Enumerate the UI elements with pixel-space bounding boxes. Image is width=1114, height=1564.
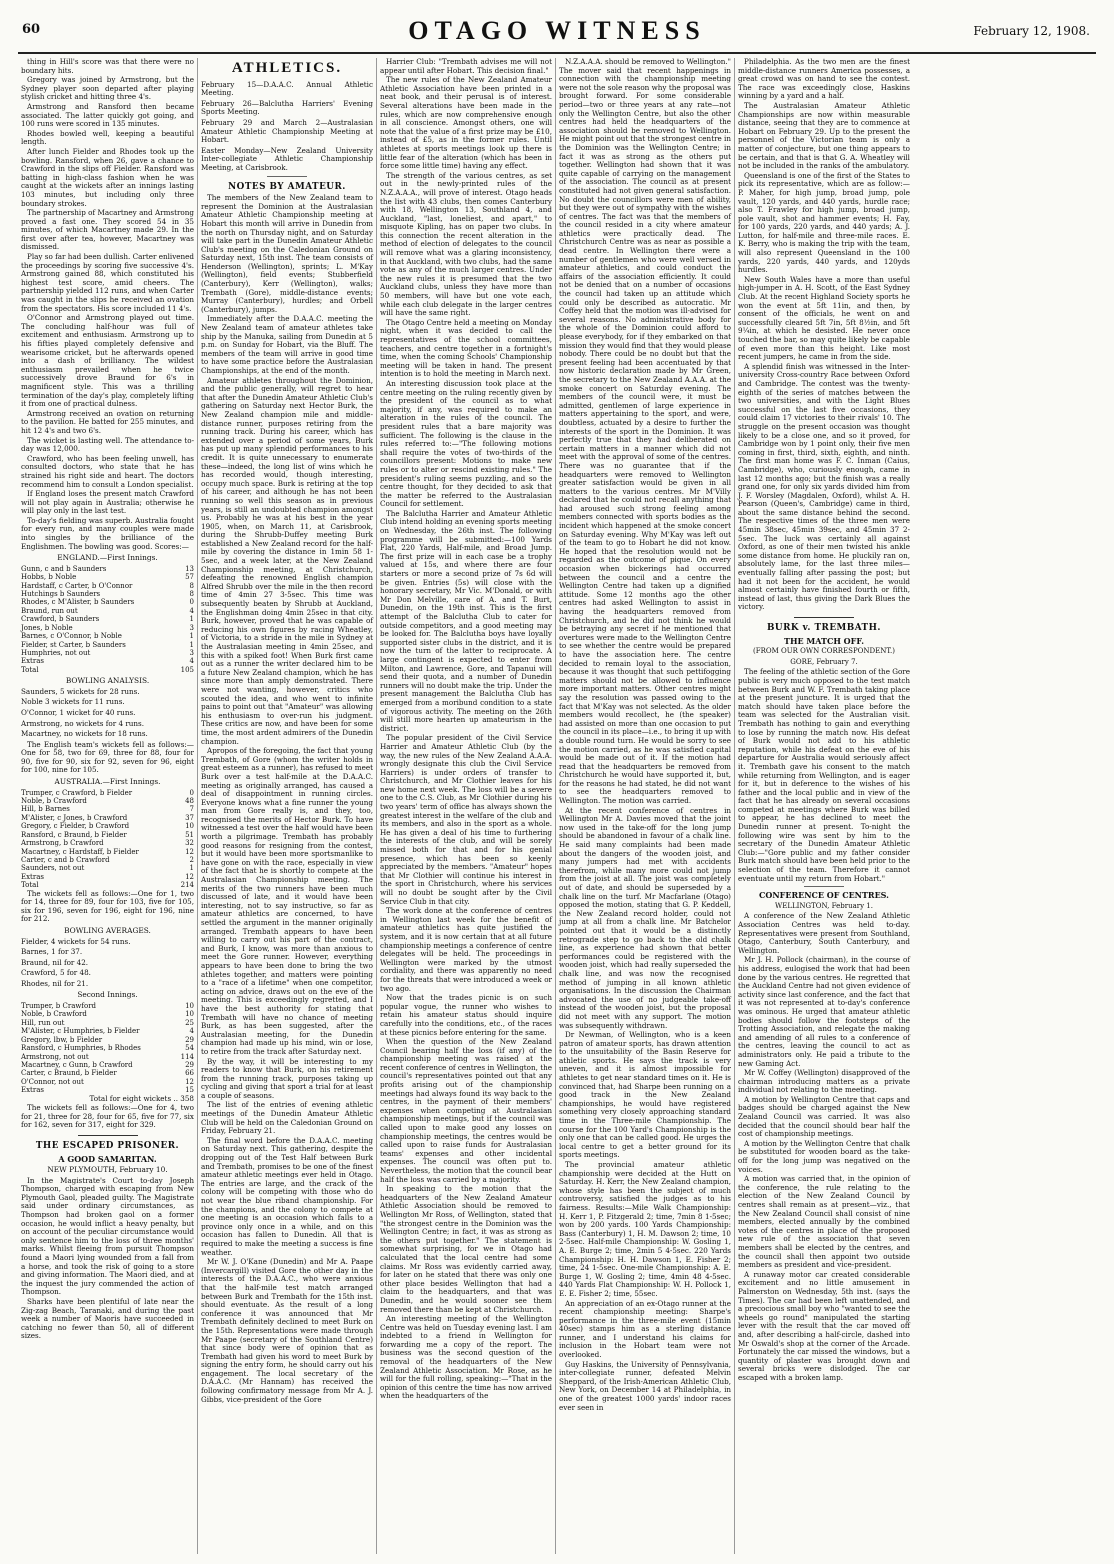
score-row [21, 573, 194, 581]
runs: 4 [189, 657, 194, 666]
runs: 32 [185, 839, 194, 848]
batsman: Noble, b Crawford [21, 1010, 87, 1019]
second-innings-header: Second Innings. [77, 990, 138, 1000]
england-fall-of-wickets: The English team's wickets fell as follows:—One for 58, two for 69, three for 88, four for 90, five for 90, six for 92, seven for 96, eight for 100, nine for 105. [21, 739, 194, 775]
runs: 10 [185, 1010, 194, 1019]
batsman: Trumper, c Crawford, b Fielder [21, 788, 133, 797]
batsman: Crawford, b Saunders [21, 615, 100, 624]
score-row [21, 839, 194, 847]
england-scorecard [21, 565, 194, 666]
paragraph: Now that the trades picnic is on such popular vogue, the runner who wishes to retain his amateur status should inquire carefully into the conditions, etc., of the races at these picnics before entering for the same. [380, 993, 552, 1037]
notes-article-continued-3 [738, 58, 910, 612]
score-row [21, 789, 194, 797]
runs: 12 [185, 872, 194, 881]
masthead-rule [18, 52, 1096, 54]
score-row [21, 615, 194, 623]
paragraph: Armstrong received an ovation on returning to the pavilion. He batted for 255 minutes, and hit 12 4's and two 6's. [21, 408, 194, 435]
runs: 10 [185, 1002, 194, 1011]
conference-article [738, 912, 910, 1382]
bowling-analysis-header: BOWLING ANALYSIS. [65, 676, 150, 686]
batsman: Armstrong, b Crawford [21, 839, 104, 848]
paragraph: A splendid finish was witnessed in the Inter-university Cross-country Race between Oxford and Cambridge. The contest was the twenty-eighth of the series of matches between the two universities, and with the Light Blues successful on the last five occasions, they could claim 17 victories to their rivals' 10. The struggle on the present occasion was thought likely to be a close one, and so it proved, for Cambridge won by 1 point only, their five men coming in first, third, sixth, eighth, and ninth. The first man home was F. C. Inman (Caius, Cambridge), who, curiously enough, came in last 12 months ago; but the finish was a really grand one, for only six yards divided him from J. F. Worsley (Magdalen, Oxford), whilst A. H. Pearson (Queen's, Cambridge) came in third, about the same distance behind the second. The respective times of the three men were 45min 38sec, 45min 39sec, and 45min 37 2-5sec. The luck was certainly all against Oxford, as one of their men twisted his ankle some distance from home. He pluckily ran on, absolutely lame, for the last three miles—eventually falling after passing the post; but had it not been for the accident, he would almost certainly have finished fourth or fifth, instead of last, thus giving the Dark Blues the victory. [738, 361, 910, 612]
paragraph: The provincial amateur athletic championship were decided at the Hutt on Saturday. H. Kerr, the New Zealand champion, whose style has been the subject of much controversy, satisfied the judges as to his fairness. Results:—Mile Walk Championship: H. Kerr 1, P. Fitzgerald 2; time, 7min 8 1-5sec; won by 200 yards. 100 Yards Championship: Bass (Canterbury) 1, H. M. Dawson 2; time, 10 2-5sec. Half-mile Championship: W. Gosling 1, A. E. Burge 2; time, 2min 5 4-5sec. 220 Yards Championship: H. H. Dawson 1, E. Fisher 2; time, 24 1-5sec. One-mile Championship: A. E. Burge 1, W. Gosling 2; time, 4min 48 4-5sec. 440 Yards Flat Championship: W. H. Pollock 1, E. E. Fisher 2; time, 55sec. [559, 1160, 731, 1298]
paragraph: Harrier Club: "Trembath advises me will not appear until after Hobart. This decision final." [380, 58, 552, 75]
runs: 13 [185, 564, 194, 573]
bowling-line: Saunders, 5 wickets for 28 runs. [21, 686, 140, 696]
batsman: M'Alister, c Humphries, b Fielder [21, 1027, 140, 1036]
paragraph: The Balclutha Harrier and Amateur Athletic Club intend holding an evening sports meeting on Wednesday, the 26th inst. The following programme will be submitted:—100 Yards Flat, 220 Yards, Half-mile, and Broad Jump. The first prize will in each case be a trophy valued at 15s, and where there are four starters or more a second prize of 7s 6d will be given. Entries (5s) will close with the honorary secretary, Mr Vic. M'Donald, or with Mr Don Melville, care of A. and T. Burt, Dunedin, on the 19th inst. This is the first attempt of the Balclutha Club to cater for outside competitors, and a good meeting may be looked for. The Balclutha boys have loyally supported sister clubs in the district, and it is now the turn of the latter to reciprocate. A large contingent is expected to enter from Milton, and Lawrence, Gore, and Tapanui will send their quota, and a number of Dunedin runners will no doubt make the trip. Under the present management the Balclutha Club has emerged from a moribund condition to a state of vigorous activity. The meeting on the 26th will still more hearten up amateurism in the district. [380, 508, 552, 733]
paragraph: The popular president of the Civil Service Harrier and Amateur Athletic Club (by the way, the new rules of the New Zealand A.A.A. wrongly designate this club the Civil Service Harriers) is under orders of transfer to Christchurch, and Mr Clothier leaves for his new home next week. The loss will be a severe one to the C.S. Club, as Mr Clothier during his two years' term of office has always shown the greatest interest in the welfare of the club and its members, and also in the sport as a whole. He has given a deal of his time to furthering the interests of the club, and will be sorely missed both for that and for his genial presence, which has been so keenly appreciated by the members. "Amateur" hopes that Mr Clothier will continue his interest in the sport in Christchurch, where his services will no doubt be sought after by the Civil Service Club in that city. [380, 733, 552, 906]
column-4 [555, 58, 734, 1554]
batsman: Trumper, b Crawford [21, 1002, 97, 1011]
paragraph: N.Z.A.A.A. should be removed to Wellington." The mover said that recent happenings in connection with the championship meeting were not the sole reason why the proposal was brought forward. For some considerable period—two or three years at any rate—not only the Wellington Centre, but also the other centres had held the headquarters of the association should be removed to Wellington. He might point out that the strongest centre in the Dominion was the Wellington Centre; in fact it was as strong as the others put together. Wellington had shown that it was quite capable of carrying on the management of the association. The council as at present constituted had not given general satisfaction. No doubt the councillors were men of ability, but they were out of sympathy with the wishes of centres. The fact was that the members of the council resided in a city where amateur athletics were practically dead. The Christchurch Centre was as near as possible a dead centre. In Wellington there were a number of gentlemen who were well versed in amateur athletics, and could conduct the affairs of the association efficiently. It could not be denied that on a number of occasions the council had taken up an attitude which could only be described as autocratic. Mr Coffey held that the motion was ill-advised for several reasons. No administrative body for the whole of the Dominion could afford to please everybody, for if they embarked on that mission they would find that they would please nobody. There could be no doubt but that the present feeling had been accentuated by that now historic declaration made by Mr Green, the secretary to the New Zealand A.A.A. at the smoke concert on Saturday evening. The members of the council were, it must be admitted, gentlemen of large experience in matters appertaining to the sport, and were, doubtless, actuated by a desire to further the interests of the sport in the Dominion. It was perfectly true that they had deliberated on certain matters in a manner which did not meet with the approval of some of the centres. There was no guarantee that if the headquarters were removed to Wellington greater satisfaction would be given in all matters to the various centres. Mr M'Villy declared that he could not recall anything that had aroused such strong feeling among members connected with sports bodies as the incident which happened at the smoke concert on Saturday evening. Why M'Kay was left out of the team to go to Hobart he did not know. He hoped that the resolution would not be regarded as the outcome of pique. On every occasion when bickerings had occurred between the council and a centre the Wellington Centre had taken up a dignified attitude. Some 12 months ago the other centres had asked Wellington to assist in having the headquarters removed from Christchurch, and he did not think he would be betraying any secret if he mentioned that overtures were made to the Wellington Centre to see whether the centre would be prepared to have the association here. The centre decided to remain loyal to the association, because it was thought that such pettifogging matters should not be allowed to influence more important matters. Other centres might say the resolution was passed owing to the fact that M'Kay was not selected. As the older members would recollect, he (the speaker) had assisted on more than one occasion to put the council in its place—i.e., to bring it up with a double round turn. He would be sorry to see the motion carried, as he was satisfied capital would be made out of it. If the motion had read that the headquarters be removed from Christchurch he would have supported it, but, for the reasons he had stated, he did not want to see the headquarters removed to Wellington. The motion was carried. [559, 58, 731, 806]
paragraph: Gregory was joined by Armstrong, but the Sydney player soon departed after playing stylish cricket and hitting three 4's. [21, 75, 194, 102]
paragraph: An interesting discussion took place at the centre meeting on the ruling recently given by the president of the council as to what majority, if any, was required to make an alteration in the rules of the council. The president rules that a bare majority was sufficient. The following is the clause in the rules referred to:—"The following motions shall require the votes of two-thirds of the councillors present: Motions to make new rules or to alter or rescind existing rules." The president's ruling seems puzzling, and so the centre thought, for they decided to ask that the matter be referred to the Australasian Council for settlement. [380, 378, 552, 509]
batsman: Extras [21, 1086, 44, 1095]
runs: 10 [185, 822, 194, 831]
paragraph: Sharks have been plentiful of late near the Zig-zag Beach, Taranaki, and during the past week a number of Maoris have succeeded in catching no fewer than 50, all of different sizes. [21, 1297, 194, 1341]
runs: 1 [189, 864, 194, 873]
column-3 [376, 58, 555, 1554]
runs: 1 [189, 615, 194, 624]
section-rule [267, 176, 307, 177]
score-row [21, 1053, 194, 1061]
conference-header: CONFERENCE OF CENTRES. [759, 890, 889, 901]
batsman: Carter, c and b Crawford [21, 855, 110, 864]
column-2 [197, 58, 376, 1554]
runs: 3 [189, 648, 194, 657]
paragraph: Play so far had been dullish. Carter enlivened the proceedings by scoring five successive 4's. Armstrong gained 88, which constituted his highest test score, amid cheers. The partnership yielded 112 runs, and when Carter was caught in the slips he received an ovation from the spectators. His score included 11 4's. [21, 252, 194, 313]
paragraph: Guy Haskins, the University of Pennsylvania, inter-collegiate runner, defeated Melvin Sheppard, of the Irish-American Athletic Club, New York, on December 14 at Philadelphia, in one of the greatest 1000 yards' indoor races ever seen in [559, 1359, 731, 1412]
bowling-line: Noble 3 wickets for 11 runs. [21, 697, 125, 707]
score-row [21, 797, 194, 805]
bowling-analysis [21, 688, 194, 739]
runs: 12 [185, 1077, 194, 1086]
score-row [21, 1036, 194, 1044]
paragraph: Philadelphia. As the two men are the finest middle-distance runners America possesses, a great crowd was on hand to see the contest. The race was exceedingly close, Haskins winning by a yard and a half. [738, 58, 910, 101]
batsman: Extras [21, 872, 44, 881]
paragraph: A motion was carried that, in the opinion of the conference, the rule relating to the election of the New Zealand Council by centres shall remain as at present—viz., that the New Zealand Council shall consist of nine members, elected annually by the combined votes of the centres in place of the proposed new rule of the association that seven members shall be elected by the centres, and the council shall then appoint two outside members as president and vice-president. [738, 1174, 910, 1270]
australia-scorecard [21, 789, 194, 881]
batsman: Hardstaff, c Carter, b O'Connor [21, 581, 133, 590]
score-row [21, 1002, 194, 1010]
bowling-averages-header: BOWLING AVERAGES. [64, 925, 151, 935]
second-innings-fall: The wickets fell as follows:—One for 4, two for 21, three for 28, four for 65, five for 77, six for 162, seven for 317, eight for 329. [21, 1103, 194, 1130]
athletics-fixtures [201, 81, 373, 173]
bowling-averages [21, 938, 194, 989]
score-row [21, 1027, 194, 1035]
burk-trembath-header: BURK v. TREMBATH. [767, 623, 881, 633]
score-row [21, 864, 194, 872]
score-row [21, 598, 194, 606]
australia-total: Total 214 [21, 881, 194, 890]
score-row [21, 1061, 194, 1069]
notes-article-continued [380, 58, 552, 1401]
cricket-report [21, 58, 194, 551]
runs: 1 [189, 632, 194, 641]
score-row [21, 582, 194, 590]
paragraph: At the recent conference of centres in Wellington Mr A. Davies moved that the joint now used in the take-off for the long jump should be abandoned in favour of a chalk line. He said many complaints had been made about the dangers of the wooden joist, and many jumpers had met with accidents therefrom, while many more could not jump from the joist at all. The joist was completely out of date, and should be superseded by a chalk line on the turf. Mr Macfarlane (Otago) opposed the motion, stating that G. P. Keddell, the New Zealand record holder, could not jump at all from a chalk line. Mr Batchelor pointed out that it would be a distinctly retrograde step to go back to the old chalk line, as experience had shown that better performances could be registered with the wooden joist, which had really superseded the chalk line, and was now the recognised method of jumping in all known athletic organisations. In the discussion the Chairman advocated the use of no judgeable take-off instead of the wooden joist, but the proposal did not meet with any support. The motion was subsequently withdrawn. [559, 805, 731, 1030]
paragraph: Apropos of the foregoing, the fact that young Trembath, of Gore (whom the writer holds in great esteem as a runner), has refused to meet Burk over a test half-mile at the D.A.A.C. meeting as originally arranged, has caused a deal of disappointment in running circles. Everyone knows what a fine runner the young man from Gore really is, and they, too, recognised the merits of Hector Burk. To have witnessed a test over the half would have been worth a pilgrimage. Trembath has probably good reasons for resigning from the contest, but it would have been more sportsmanlike to have gone on with the race, especially in view of the fact that he is shortly to compete at the Australasian Championship meeting. The merits of the two runners have been much discussed of late, and it would have been interesting, not to say instructive, so far as amateur athletics are concerned, to have settled the argument in the manner originally arranged. Trembath appears to have been willing to carry out his part of the contract, and Burk, I know, was more than anxious to meet the Gore runner. However, everything appears to have been done to bring the two athletes together, and matters were pointing to a "race of a lifetime" when one competitor, acting on advice, draws out on the eve of the meeting. This is exceedingly regretted, and I have the best authority for stating that Trembath will have no chance of meeting Burk, as has been suggested, after the Australasian meeting, for the Dunedin champion had made up his mind, win or lose, to retire from the track after Saturday next. [201, 746, 373, 1056]
paragraph: A motion by the Wellington Centre that chalk be substituted for wooden board as the take-off for the long jump was negatived on the voices. [738, 1138, 910, 1174]
paragraph: After lunch Fielder and Rhodes took up the bowling. Ransford, when 26, gave a chance to Crawford in the slips off Fielder. Ransford was batting in high-class fashion when he was caught at the wickets after an innings lasting 103 minutes, but including only three boundary strokes. [21, 146, 194, 208]
samaritan-article [21, 1177, 194, 1341]
score-row [21, 657, 194, 665]
paragraph: The work done at the conference of centres in Wellington last week for the benefit of amateur athletics has quite justified the system, and it is now certain that at all future championship meetings a conference of centre delegates will be held. The proceedings in Wellington were marked by the utmost cordiality, and there was apparently no need for the threats that were introduced a week or two ago. [380, 906, 552, 993]
paragraph: The feeling of the athletic section of the Gore public is very much opposed to the test match between Burk and W. F. Trembath taking place at the present juncture. It is urged that the match should have taken place before the team was selected for the Australian visit. Trembath has nothing to gain and everything to lose by running the match now. His defeat of Burk would not add to his athletic reputation, while his defeat on the eve of his departure for Australia would seriously affect it. Trembath gave his consent to the match while returning from Wellington, and is eager for it, but in deference to the wishes of his father and the local public and in view of the fact that he has already on several occasions competed at meetings where Burk was billed to appear, he has declined to meet the Dunedin runner at present. To-night the following wire was sent by him to the secretary of the Dunedin Amateur Athletic Club:—"Gore public and my father consider Burk match should have been held prior to the selection of the team. Therefore it cannot eventuate until my return from Hobart." [738, 667, 910, 883]
paragraph: The wicket is lasting well. The attendance to-day was 12,000. [21, 435, 194, 454]
runs: 1 [189, 640, 194, 649]
own-correspondent-credit: (FROM OUR OWN CORRESPONDENT.) [753, 647, 895, 656]
fixture-item: February 29 and March 2—Australasian Amateur Athletic Championship Meeting at Hobart. [201, 117, 373, 145]
fixture-item: February 26—Balclutha Harriers' Evening Sports Meeting. [201, 98, 373, 117]
batsman: Extras [21, 657, 44, 666]
section-rule [794, 617, 854, 618]
batsman: O'Connor, not out [21, 1077, 84, 1086]
batsman: Macartney, c Gunn, b Crawford [21, 1060, 133, 1069]
runs: 51 [185, 830, 194, 839]
batsman: Hutchings b Saunders [21, 590, 101, 599]
runs: 48 [185, 797, 194, 806]
score-row [21, 590, 194, 598]
score-row [21, 856, 194, 864]
paragraph: A runaway motor car created considerable excitement and no little amusement in Palmerston on Wednesday, 5th inst. (says the Times). The car had been left unattended, and a precocious small boy who "wanted to see the wheels go round" manipulated the starting lever with the result that the car moved off and, after describing a half-circle, dashed into Mr Oswald's shop at the corner of the Arcade. Fortunately the car missed the windows, but a quantity of plaster was brought down and several bricks were dislodged. The car escaped with a broken lamp. [738, 1269, 910, 1382]
columns [18, 58, 1096, 1554]
gore-dateline: GORE, February 7. [790, 657, 858, 666]
paragraph: The strength of the various centres, as set out in the newly-printed rules of the N.Z.A.A.A., will prove of interest. Otago heads the list with 43 clubs, then comes Canterbury with 18, Wellington 13, Southland 4, and Auckland, "last, loneliest, and apart," to misquote Kipling, has on paper two clubs. In this connection the recent alteration in the method of election of delegates to the council will remove what was a glaring inconsistency, in that Auckland, with two clubs, had the same vote as any of the much larger centres. Under the new rules it is presumed that the two Auckland clubs, unless they have more than 50 members, will have but one vote each, while each club delegate in the larger centres will have the same right. [380, 170, 552, 318]
runs: 2 [189, 855, 194, 864]
page-number: 60 [22, 22, 41, 37]
burk-article [738, 668, 910, 883]
australia-fall-of-wickets: The wickets fell as follows:—One for 1, two for 14, three for 89, four for 103, five for 105, six for 196, seven for 196, eight for 196, nine for 212. [21, 888, 194, 924]
batsman: Barnes, c O'Connor, b Noble [21, 632, 122, 641]
runs: 12 [185, 847, 194, 856]
batsman: M'Alister, c Jones, b Crawford [21, 813, 128, 822]
batsman: Ransford, c Humphries, b Rhodes [21, 1044, 141, 1053]
fixture-item: Easter Monday—New Zealand University Inter-collegiate Athletic Championship Meeting, at Carisbrook. [201, 145, 373, 172]
score-row [21, 805, 194, 813]
score-row [21, 873, 194, 881]
score-row [21, 565, 194, 573]
runs: 29 [185, 1035, 194, 1044]
notes-by-amateur-header: NOTES BY AMATEUR. [228, 181, 346, 192]
batsman: Armstrong, not out [21, 1052, 89, 1061]
batsman: Gregory, c Fielder, b Crawford [21, 822, 130, 831]
samaritan-dateline: NEW PLYMOUTH, February 10. [47, 1165, 168, 1175]
runs: 15 [185, 1086, 194, 1095]
section-rule [804, 886, 844, 887]
england-total: Total 105 [21, 665, 194, 674]
runs: 8 [189, 581, 194, 590]
paragraph: The members of the New Zealand team to represent the Dominion at the Australasian Amateur Athletic Championship meeting at Hobart this month will arrive in Dunedin from the north on Thursday night, and on Saturday will take part in the Dunedin Amateur Athletic Club's meeting on the Caledonian Ground on Saturday next, 15th inst. The team consists of Henderson (Wellington), sprints; L. M'Kay (Wellington), field events; Stubberfield (Canterbury), Kerr (Wellington), walks; Trembath (Gore), middle-distance events; Murray (Canterbury), hurdles; and Orbell (Canterbury), jumps. [201, 193, 373, 314]
score-row [21, 632, 194, 640]
score-row [21, 624, 194, 632]
runs: 7 [189, 805, 194, 814]
score-row [21, 641, 194, 649]
batsman: Gunn, c and b Saunders [21, 564, 107, 573]
batsman: Macartney, c Hardstaff, b Fielder [21, 847, 139, 856]
score-row [21, 1078, 194, 1086]
paragraph: In speaking to the motion that the headquarters of the New Zealand Amateur Athletic Association should be removed to Wellington Mr Ross, of Wellington, stated that "the strongest centre in the Dominion was the Wellington Centre; in fact, it was as strong as the others put together." The statement is somewhat surprising, for we in Otago had calculated that the local centre had some claims. Mr Ross was evidently carried away, for later on he stated that there was only one other place besides Wellington that had a claim to the headquarters, and that was Dunedin, and he would sooner see them removed there than be kept at Christchurch. [380, 1184, 552, 1314]
paragraph: An interesting meeting of the Wellington Centre was held on Tuesday evening last. I am indebted to a friend in Wellington for forwarding me a copy of the report. The business was the second question of the removal of the headquarters of the New Zealand Athletic Association. Mr Rose, as he will for the full rolling, speaking:—"That in the opinion of this centre the time has now arrived when the headquarters of the [380, 1314, 552, 1401]
paragraph: Amateur athletes throughout the Dominion, and the public generally, will regret to hear that after the Dunedin Amateur Athletic Club's gathering on Saturday next Hector Burk, the New Zealand champion mile and middle-distance runner, purposes retiring from the running track. During his career, which has extended over a period of some years, Burk has put up many splendid performances to his credit. It is quite unnecessary to enumerate these—indeed, the long list of wins which he has recorded would, though interesting, occupy much space. Burk is retiring at the top of his career, and although he has not been running so well this season as in previous years, is still an undoubted champion amongst us. Probably he was at his best in the year 1905, when, on March 11, at Carisbrook, during the Shrubb-Duffey meeting Burk established a New Zealand record for the half-mile by covering the distance in 1min 58 1-5sec, and a week later, at the New Zealand Championship meeting, at Christchurch, defeating the renowned English champion Alfred Shrubb over the mile in the then record time of 4min 27 3-5sec. This time was subsequently beaten by Shrubb at Auckland, the Englishman doing 4min 25sec in that city. Burk, however, proved that he was capable of reducing his own figures by racing Wheatley, of Victoria, to a stride in the mile in Sydney at the Australasian meeting in 4min 25sec, and this with a spiked foot! When Burk first came out as a runner the writer declared him to be a future New Zealand champion, which he has since more than amply demonstrated. There were not wanting, however, critics who scouted the idea, and who went to infinite pains to point out that "Amateur" was allowing his enthusiasm to over-run his judgment. These critics are now, and have been for some time, the most ardent admirers of the Dunedin champion. [201, 375, 373, 746]
score-row [21, 649, 194, 657]
paragraph: O'Connor and Armstrong played out time. The concluding half-hour was full of excitement and enthusiasm. Armstrong up to his fifties played completely defensive and wearisome cricket, but he afterwards opened into a dash of brilliancy. The wildest enthusiasm prevailed when he twice successively drove Braund for 6's in magnificent style. This was a thrilling termination of the day's play, completely lifting it from one of practical dulness. [21, 313, 194, 409]
column-5 [734, 58, 913, 1554]
batsman: Hill, b Barnes [21, 805, 70, 814]
batsman: Humphries, not out [21, 648, 91, 657]
paragraph: An appreciation of an ex-Otago runner at the recent championship meeting: Sharpe's performance in the three-mile event (15min 40sec) stamps him as a sterling distance runner, and I understand his claims for inclusion in the Hobart team were not overlooked. [559, 1298, 731, 1360]
paragraph: Immediately after the D.A.A.C. meeting the New Zealand team of amateur athletes take ship by the Manuka, sailing from Dunedin at 5 p.m. on Sunday for Hobart, via the Bluff. The members of the team will arrive in good time to have some practice before the Australasian Championships, at the end of the month. [201, 314, 373, 375]
batsman: Fielder, st Carter, b Saunders [21, 640, 126, 649]
paragraph: Dr Newman, of Wellington, who is a keen patron of amateur sports, has drawn attention to the unsuitability of the Basin Reserve for athletic sports. He says the track is very uneven, and it is almost impossible for athletes to get near standard times on it. He is convinced that, had Sharpe been running on a good track in the New Zealand championships, he would have registered something very closely approaching standard time in the Three-mile Championship. The course for the 100 Yard's Championship is the only one that can be called good. He urges the local centre to get a better ground for its sports meetings. [559, 1030, 731, 1160]
average-line: Braund, nil for 42. [21, 957, 89, 967]
batsman: Saunders, not out [21, 864, 85, 873]
runs: 8 [189, 590, 194, 599]
average-line: Barnes, 1 for 37. [21, 947, 83, 957]
paragraph: The list of the entries of evening athletic meetings of the Dunedin Amateur Athletic Club will be held on the Caledonian Ground on Friday, February 21. [201, 1100, 373, 1136]
score-row [21, 1069, 194, 1077]
paragraph: By the way, it will be interesting to my readers to know that Burk, on his retirement from the running track, purposes taking up cycling and giving that sport a trial for at least a couple of seasons. [201, 1056, 373, 1100]
batsman: Ransford, c Braund, b Fielder [21, 830, 127, 839]
bowling-line: O'Connor, 1 wicket for 40 runs. [21, 707, 136, 717]
score-row [21, 1019, 194, 1027]
column-1 [18, 58, 197, 1554]
runs: 114 [180, 1052, 194, 1061]
batsman: Noble, b Crawford [21, 797, 87, 806]
batsman: Gregory, lbw, b Fielder [21, 1035, 103, 1044]
notes-article-continued-2 [559, 58, 731, 1412]
runs: 0 [189, 598, 194, 607]
paragraph: Rhodes bowled well, keeping a beautiful length. [21, 128, 194, 147]
bowling-line: Macartney, no wickets for 18 runs. [21, 729, 148, 739]
conference-dateline: WELLINGTON, February 1. [775, 901, 873, 910]
masthead [0, 0, 1114, 52]
paragraph: The Australasian Amateur Athletic Championships are now within measurable distance, seeing that they are to commence at Hobart on February 29. Up to the present the personnel of the Victorian team is only a matter of conjecture, but one thing appears to be certain, and that is that G. A. Wheatley will not be included in the ranks of the ambulatory. [738, 100, 910, 171]
runs: 3 [189, 623, 194, 632]
paragraph: The new rules of the New Zealand Amateur Athletic Association have been printed in a neat book, and their perusal is of interest. Several alterations have been made in the rules, which are now comprehensive enough in all conscience. Amongst others, one will note that the value of a first prize may be £10, instead of £5, as in the former rules. Until athletes at sports meetings look up there is little fear of the alteration (which has been in force some little time) having any effect. [380, 75, 552, 171]
batsman: Hobbs, b Noble [21, 573, 77, 582]
paragraph: Mr W. J. O'Kane (Dunedin) and Mr A. Paape (Invercargill) visited Gore the other day in the interests of the D.A.A.C., who were anxious that the half-mile test match arranged between Burk and Trembath for the 15th inst. should eventuate. As the result of a long conference it was announced that Mr Trembath definitely declined to meet Burk on the 15th. Representations were made through Mr Paape (secretary of the Southland Centre) that since body were of opinion that as Trembath had given his word to meet Burk by signing the entry form, he should carry out his engagement. The local secretary of the D.A.A.C. (Mr Hannam) has received the following confirmatory message from Mr A. J. Gibbs, vice-president of the Gore [201, 1257, 373, 1404]
fixture-item: February 15—D.A.A.C. Annual Athletic Meeting. [201, 79, 373, 98]
score-row [21, 831, 194, 839]
paragraph: If England loses the present match Crawford will not play again in Australia; otherwise he will play only in the last test. [21, 489, 194, 516]
paragraph: In the Magistrate's Court to-day Joseph Thompson, charged with escaping from New Plymouth Gaol, pleaded guilty. The Magistrate said under ordinary circumstances, as Thompson had broken gaol on a former occasion, he would inflict a heavy penalty, but on account of the peculiar circumstance would only sentence him to the loss of three months' marks. Whilst fleeing from pursuit Thompson found a Maori lying wounded from a fall from a horse, and took the risk of going to a store and giving information. The Maori died, and at the inquest the jury commended the action of Thompson. [21, 1175, 194, 1297]
paragraph: Armstrong and Ransford then became associated. The latter quickly got going, and 100 runs were scored in 135 minutes. [21, 101, 194, 129]
paragraph: The final word before the D.A.A.C. meeting on Saturday next. This gathering, despite the dropping out of the Test Half between Burk and Trembath, promises to be one of the finest amateur athletic meetings ever held in Otago. The entries are large, and the crack of the colony will be competing with those who do not wear the blue riband championship. For the champions, and the colony to compete at one meeting is an occasion which falls to a province only once in a while, and on this occasion has fallen to Dunedin. All that is required to make the meeting a success is fine weather. [201, 1135, 373, 1257]
runs: 25 [185, 1018, 194, 1027]
average-line: Fielder, 4 wickets for 54 runs. [21, 936, 131, 946]
paragraph: The partnership of Macartney and Armstrong proved a fast one. They scored 54 in 35 minutes, of which Macartney made 29. In the first over after tea, however, Macartney was dismissed. [21, 208, 194, 252]
runs: 4 [189, 606, 194, 615]
bowling-line: Armstrong, no wickets for 4 runs. [21, 718, 145, 728]
average-line: Crawford, 5 for 48. [21, 968, 91, 978]
runs: 54 [185, 1044, 194, 1053]
runs: 57 [185, 573, 194, 582]
paragraph: The Otago Centre held a meeting on Monday night, when it was decided to call the representatives of the school committees, teachers, and centre together in a fortnight's time, when the coming Schools' Championship meeting will be taken in hand. The present intention is to hold the meeting in March next. [380, 317, 552, 379]
batsman: Rhodes, c M'Alister, b Saunders [21, 598, 135, 607]
score-row [21, 607, 194, 615]
second-innings-scorecard [21, 1002, 194, 1094]
runs: 29 [185, 1060, 194, 1069]
match-off-subheader: THE MATCH OFF. [784, 635, 864, 646]
paragraph: A conference of the New Zealand Athletic Association Centres was held to-day. Representatives were present from Southland, Otago, Canterbury, South Canterbury, and Wellington. [738, 911, 910, 955]
runs: 4 [189, 1027, 194, 1036]
runs: 66 [185, 1069, 194, 1078]
paragraph: Mr J. H. Pollock (chairman), in the course of his address, eulogised the work that had been done by the various centres. He regretted that the Auckland Centre had not given evidence of activity since last conference, and the fact that it was not represented at to-day's conference was ominous. He urged that amateur athletic bodies should follow the footsteps of the Trotting Association, and relegate the making and amending of all rules to a conference of the centres, leaving the council to act as administrators only. He paid a tribute to the new Gaming Act. [738, 955, 910, 1068]
batsman: Braund, run out [21, 606, 78, 615]
paragraph: To-day's fielding was superb. Australia fought for every run, and many couples were made into singles by the brilliance of the Englishmen. The bowling was good. Scores:— [21, 515, 194, 551]
section-rule [78, 1135, 138, 1136]
score-row [21, 814, 194, 822]
paragraph: When the question of the New Zealand Council bearing half the loss (if any) of the championship meeting was raised at the recent conference of centres in Wellington, the council's representatives pointed out that any profits arising out of the championship meetings had always found its way back to the centres, in the payment of their members' expenses when competing at Australasian championship meetings, but if the council was called upon to make good any losses on championship meetings, the centres would be called upon to raise funds for Australasian teams' expenses and other incidental expenses. The council was often put to. Nevertheless, the motion that the council bear half the loss was carried by a majority. [380, 1037, 552, 1184]
issue-date: February 12, 1908. [973, 24, 1090, 38]
score-row [21, 848, 194, 856]
batsman: Jones, b Noble [21, 623, 73, 632]
runs: 0 [189, 788, 194, 797]
athletics-header: ATHLETICS. [231, 60, 343, 76]
australia-innings-header: AUSTRALIA.—First Innings. [54, 777, 161, 787]
england-innings-header: ENGLAND.—First Innings. [57, 553, 158, 563]
score-row [21, 1044, 194, 1052]
paragraph: Crawford, who has been feeling unwell, has consulted doctors, who state that he has strained his right side and heart. The doctors recommend him to consult a London specialist. [21, 453, 194, 489]
average-line: Rhodes, nil for 21. [21, 978, 89, 988]
batsman: Carter, c Braund, b Fielder [21, 1069, 117, 1078]
newspaper-title: OTAGO WITNESS [408, 16, 706, 45]
paragraph: Queensland is one of the first of the States to pick its representative, which are as follow:—P. Maher, for high jump, broad jump, pole vault, 120 yards, and 440 yards, hurdle race; also T. Frawley for high jump, broad jump, pole vault, shot and hammer events; H. Fay, for 100 yards, 220 yards, and 440 yards; A. J. Lutton, for half-mile and three-mile races. E. K. Berry, who is making the trip with the team, will also represent Queensland in the 100 yards, 220 yards, 440 yards, and 120yds hurdles. [738, 170, 910, 275]
score-row [21, 1010, 194, 1018]
score-row [21, 822, 194, 830]
batsman: Hill, run out [21, 1018, 65, 1027]
paragraph: New South Wales have a more than useful high-jumper in A. H. Scott, of the East Sydney Club. At the recent Highland Society sports he won the event at 5ft 11in, and then, by consent of the officials, he went on and successfully cleared 5ft 7in, 5ft 8½in, and 5ft 9¼in, at which he desisted. He never once touched the bar, so may quite likely be capable of even more than this height. Like most recent jumpers, he came in from the side. [738, 274, 910, 362]
paragraph: A motion by Wellington Centre that caps and badges should be charged against the New Zealand Council was carried. It was also decided that the council should bear half the cost of championship meetings. [738, 1094, 910, 1139]
second-innings-total: Total for eight wickets .. 358 [89, 1093, 194, 1103]
paragraph: thing in Hill's score was that there were no boundary hits. [21, 58, 194, 75]
good-samaritan-subheader: A GOOD SAMARITAN. [58, 1153, 157, 1164]
escaped-prisoner-header: THE ESCAPED PRISONER. [35, 1140, 180, 1151]
runs: 37 [185, 813, 194, 822]
notes-article [201, 194, 373, 1404]
paragraph: Mr W. Coffey (Wellington) disapproved of the chairman introducing matters as a private individual not relating to the meeting. [738, 1068, 910, 1095]
